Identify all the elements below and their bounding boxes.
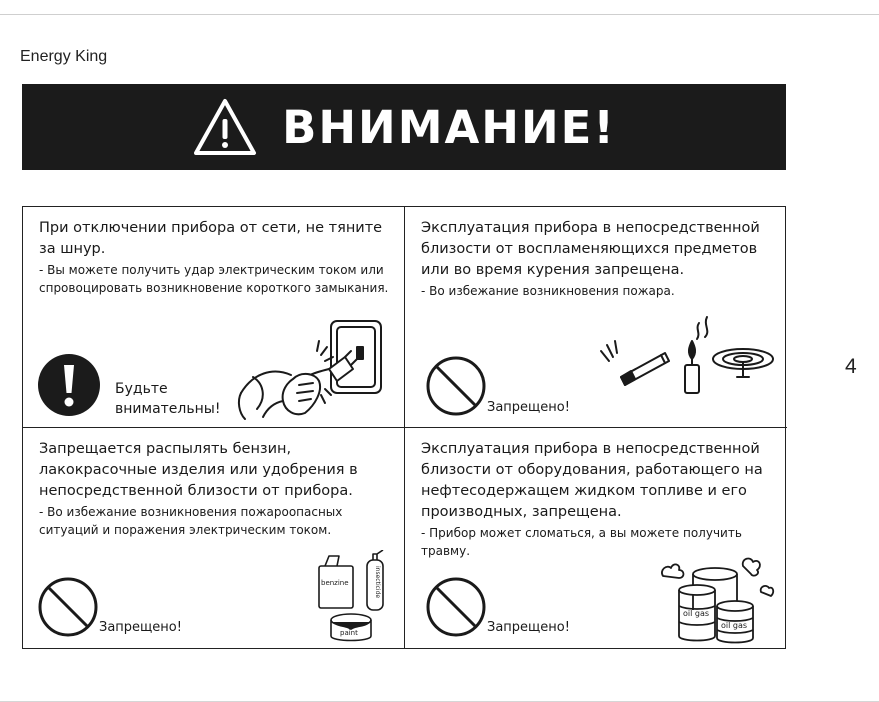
warning-title: Эксплуатация прибора в непосредственной близости от оборудования, работающего на нефтесодержащем жидком топливе и его производных, запрещена. - Прибор может сломаться, а вы можете получить травму. bbox=[421, 439, 773, 560]
prohibited-icon bbox=[425, 355, 487, 417]
caution-label: Будьте внимательны! bbox=[115, 381, 221, 417]
prohibited-icon bbox=[37, 576, 99, 638]
barrel-label: oil gas bbox=[683, 609, 710, 618]
warning-title: При отключении прибора от сети, не тяните за шнур. - Вы можете получить удар электрическим током или спровоцировать возникновение короткого замыкания. bbox=[39, 218, 391, 297]
prohibited-icon bbox=[425, 576, 487, 638]
warning-cell-unplug bbox=[23, 207, 405, 428]
warning-banner bbox=[22, 84, 786, 170]
prohibited-label: Запрещено! bbox=[487, 620, 570, 635]
benzine-label: benzine bbox=[321, 579, 349, 587]
exclamation-circle-icon bbox=[37, 353, 101, 417]
fire-sources-illustration bbox=[595, 307, 777, 397]
warning-note: - Во избежание возникновения пожароопасных ситуаций и поражения электрическим током. bbox=[39, 505, 343, 537]
oil-barrels-illustration bbox=[657, 552, 777, 644]
prohibited-label: Запрещено! bbox=[487, 400, 570, 415]
prohibited-label: Запрещено! bbox=[99, 620, 182, 635]
unplug-cord-illustration bbox=[233, 317, 385, 421]
warning-note: - Вы можете получить удар электрическим током или спровоцировать возникновение короткого замыкания. bbox=[39, 263, 389, 295]
top-divider bbox=[0, 14, 879, 15]
warning-note: - Прибор может сломаться, а вы можете получить травму. bbox=[421, 526, 742, 558]
insecticide-label: insecticide bbox=[374, 566, 381, 599]
warnings-grid bbox=[22, 206, 786, 649]
paint-label: paint bbox=[340, 629, 358, 637]
chemicals-illustration bbox=[315, 550, 399, 642]
barrel-label: oil gas bbox=[721, 621, 748, 630]
warning-note: - Во избежание возникновения пожара. bbox=[421, 284, 675, 298]
warning-title: Эксплуатация прибора в непосредственной близости от воспламеняющихся предметов или во время курения запрещена. - Во избежание возникновения пожара. bbox=[421, 218, 773, 300]
banner-title: ВНИМАНИЕ! bbox=[282, 100, 616, 154]
brand-name: Energy King bbox=[20, 48, 108, 65]
warning-triangle-icon bbox=[192, 97, 258, 157]
warning-cell-oil bbox=[405, 428, 787, 649]
page-number: 4 bbox=[845, 355, 857, 378]
warning-cell-spray bbox=[23, 428, 405, 649]
warning-title: Запрещается распылять бензин, лакокрасочные изделия или удобрения в непосредственной близости от прибора. - Во избежание возникновения пожароопасных ситуаций и поражения электрическим током. bbox=[39, 439, 391, 539]
warning-cell-fire bbox=[405, 207, 787, 428]
